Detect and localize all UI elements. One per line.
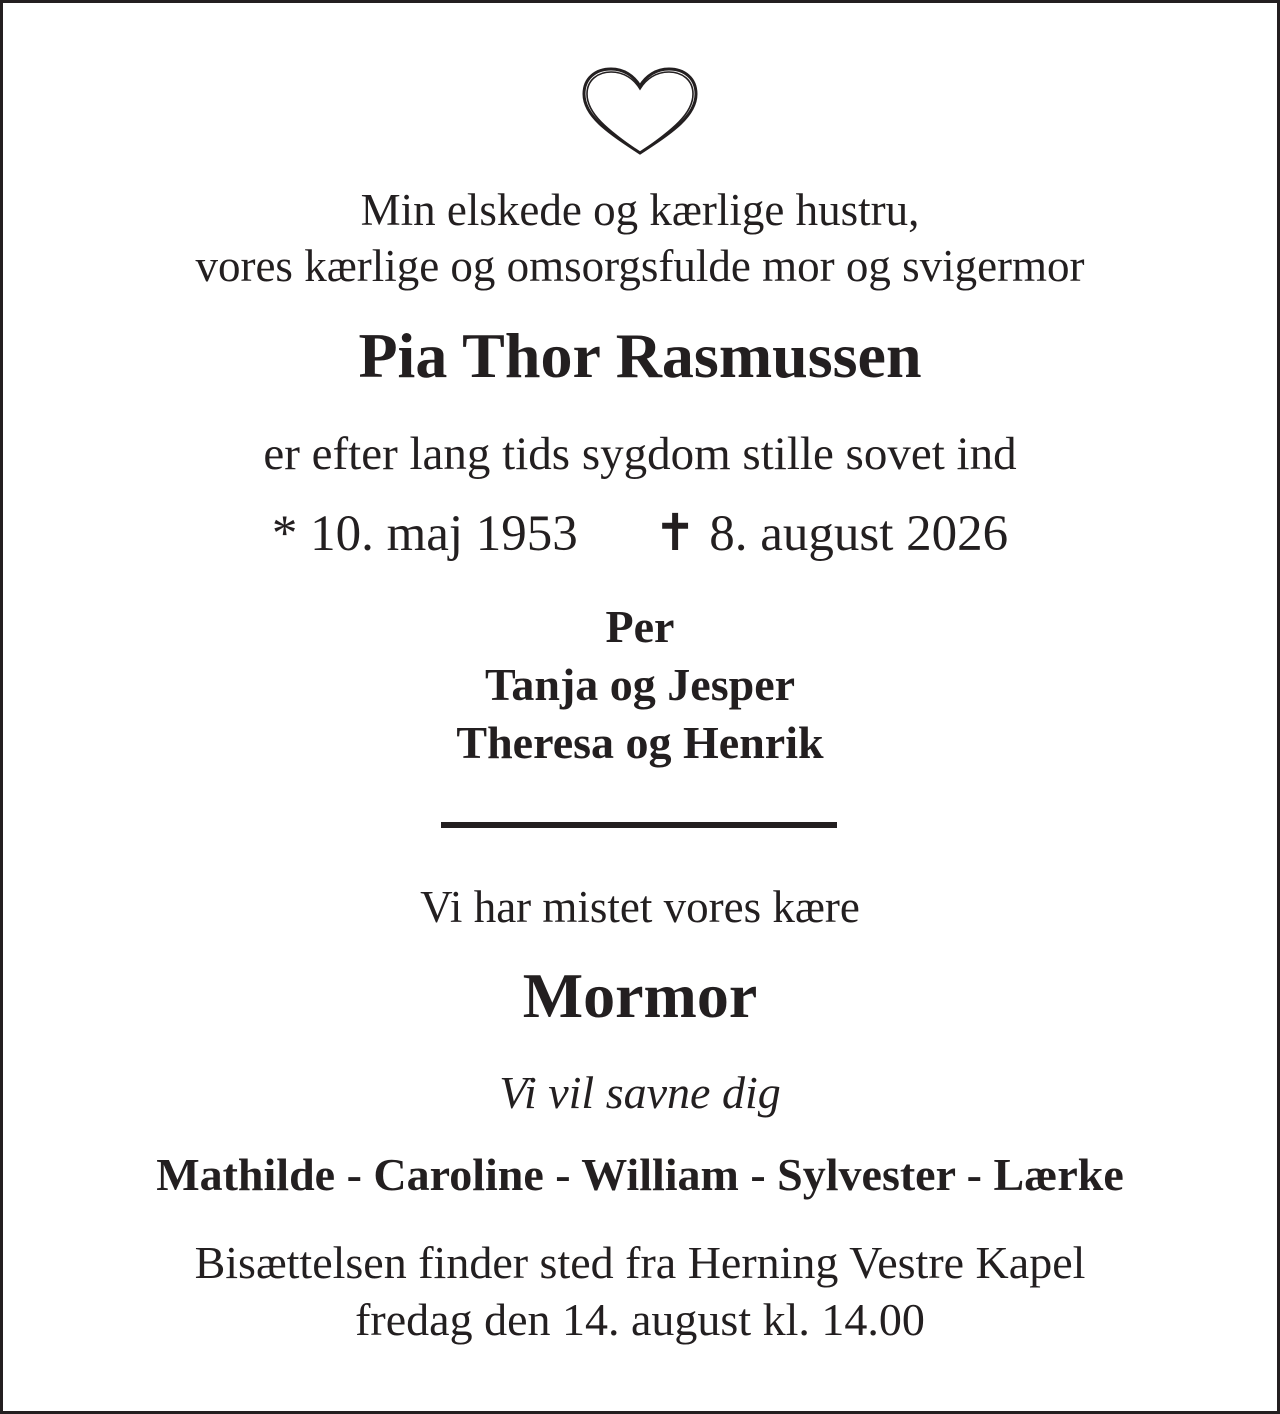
death-symbol: ✝ — [653, 506, 697, 562]
opening-line-1: Min elskede og kærlige hustru, — [360, 185, 920, 235]
service-line-1: Bisættelsen finder sted fra Herning Vestre Kapel — [194, 1237, 1086, 1288]
birth-symbol: * — [271, 506, 298, 562]
dates-line — [0, 506, 1280, 562]
heart-outline-icon — [578, 64, 702, 158]
deceased-name: Pia Thor Rasmussen — [358, 320, 922, 391]
family-member: Tanja og Jesper — [484, 659, 796, 710]
opening-line-2: vores kærlige og omsorgsfulde mor og svigermor — [195, 241, 1085, 291]
second-title: Mormor — [522, 960, 758, 1031]
passing-text: er efter lang tids sygdom stille sovet ind — [263, 428, 1017, 480]
farewell-message: Vi vil savne dig — [499, 1067, 781, 1118]
section-divider — [441, 822, 837, 828]
birth-date: 10. maj 1953 — [310, 506, 578, 562]
family-member: Per — [605, 601, 675, 652]
family-member: Theresa og Henrik — [456, 717, 824, 768]
service-line-2: fredag den 14. august kl. 14.00 — [355, 1294, 925, 1345]
death-date: 8. august 2026 — [709, 506, 1009, 562]
second-intro: Vi har mistet vores kære — [420, 882, 860, 932]
grandchildren-names: Mathilde - Caroline - William - Sylvester - Lærke — [156, 1149, 1124, 1200]
